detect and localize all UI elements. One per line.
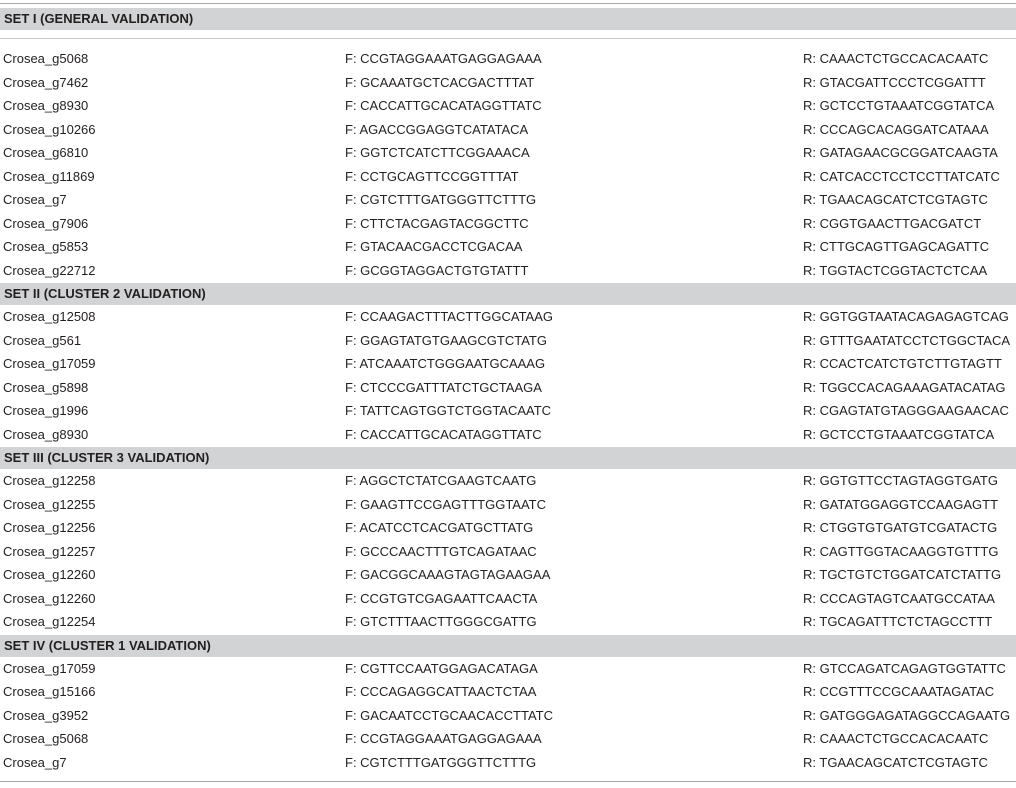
forward-primer-cell: F: GCAAATGCTCACGACTTTAT	[345, 74, 535, 90]
gene-id-cell: Crosea_g12256	[3, 520, 96, 535]
bottom-rule	[0, 781, 1016, 782]
set-header: SET IV (CLUSTER 1 VALIDATION)	[0, 635, 1016, 657]
primer-table	[0, 3, 1016, 788]
gene-id-cell: Crosea_g7906	[3, 215, 89, 231]
primer-set	[0, 8, 1016, 282]
gene-id-cell: Crosea_g7	[3, 192, 67, 207]
gene-id-cell: Crosea_g11869	[3, 168, 95, 184]
reverse-primer-cell: R: GCTCCTGTAAATCGGTATCA	[803, 426, 995, 442]
gene-id-cell: Crosea_g12258	[3, 473, 96, 488]
reverse-primer-cell: R: GTTTGAATATCCTCTGGCTACA	[803, 332, 1011, 348]
primer-set	[0, 283, 1016, 446]
table-row	[0, 516, 1016, 540]
reverse-primer-cell: R: CCCAGTAGTCAATGCCATAA	[803, 590, 995, 606]
gene-id-cell: Crosea_g15166	[3, 684, 96, 699]
table-row	[0, 47, 1016, 71]
reverse-primer-cell: R: GATAGAACGCGGATCAAGTA	[803, 145, 998, 160]
gene-id-cell: Crosea_g5898	[3, 379, 89, 395]
table-row	[0, 94, 1016, 118]
table-row	[0, 540, 1016, 564]
gene-id-cell: Crosea_g7	[3, 754, 67, 770]
forward-primer-cell: F: AGGCTCTATCGAAGTCAATG	[345, 473, 537, 488]
table-row	[0, 188, 1016, 212]
reverse-primer-cell: R: GGTGGTAATACAGAGAGTCAG	[803, 309, 1009, 324]
reverse-primer-cell: R: TGCTGTCTGGATCATCTATTG	[803, 567, 1002, 582]
header-rule	[0, 38, 1016, 39]
reverse-primer-cell: R: CAGTTGGTACAAGGTGTTTG	[803, 543, 999, 559]
forward-primer-cell: F: CCGTAGGAAATGAGGAGAAA	[345, 51, 542, 66]
gene-id-cell: Crosea_g3952	[3, 707, 89, 723]
table-row	[0, 704, 1016, 728]
gene-id-cell: Crosea_g12260	[3, 567, 96, 582]
table-row	[0, 329, 1016, 353]
table-row	[0, 610, 1016, 634]
gene-id-cell: Crosea_g7462	[3, 74, 89, 90]
forward-primer-cell: F: GGTCTCATCTTCGGAAACA	[345, 145, 530, 160]
set-header: SET III (CLUSTER 3 VALIDATION)	[0, 447, 1016, 469]
top-rule	[0, 3, 1016, 4]
forward-primer-cell: F: ATCAAATCTGGGAATGCAAAG	[345, 356, 546, 371]
table-row	[0, 259, 1016, 283]
forward-primer-cell: F: GACGGCAAAGTAGTAGAAGAA	[345, 567, 551, 582]
reverse-primer-cell: R: GATGGGAGATAGGCCAGAATG	[803, 707, 1011, 723]
forward-primer-cell: F: GTACAACGACCTCGACAA	[345, 239, 523, 254]
primer-set	[0, 635, 1016, 775]
reverse-primer-cell: R: GTCCAGATCAGAGTGGTATTC	[803, 660, 1006, 676]
gene-id-cell: Crosea_g17059	[3, 660, 96, 676]
forward-primer-cell: F: GACAATCCTGCAACACCTTATC	[345, 707, 553, 723]
gene-id-cell: Crosea_g8930	[3, 426, 89, 442]
gene-id-cell: Crosea_g10266	[3, 121, 96, 137]
primer-set	[0, 447, 1016, 634]
reverse-primer-cell: R: CAAACTCTGCCACACAATC	[803, 731, 989, 746]
gene-id-cell: Crosea_g5853	[3, 239, 89, 254]
gene-id-cell: Crosea_g12254	[3, 614, 96, 629]
reverse-primer-cell: R: TGAACAGCATCTCGTAGTC	[803, 754, 988, 770]
table-row	[0, 680, 1016, 704]
forward-primer-cell: F: CCTGCAGTTCCGGTTTAT	[345, 168, 519, 184]
forward-primer-cell: F: GGAGTATGTGAAGCGTCTATG	[345, 332, 547, 348]
gene-id-cell: Crosea_g12260	[3, 590, 96, 606]
table-row	[0, 587, 1016, 611]
table-row	[0, 563, 1016, 587]
table-row	[0, 751, 1016, 775]
set-rows	[0, 305, 1016, 446]
forward-primer-cell: F: CCGTGTCGAGAATTCAACTA	[345, 590, 538, 606]
forward-primer-cell: F: CGTCTTTGATGGGTTCTTTG	[345, 192, 537, 207]
table-row	[0, 118, 1016, 142]
table-row	[0, 399, 1016, 423]
forward-primer-cell: F: TATTCAGTGGTCTGGTACAATC	[345, 403, 552, 418]
forward-primer-cell: F: CGTCTTTGATGGGTTCTTTG	[345, 754, 537, 770]
reverse-primer-cell: R: CGAGTATGTAGGGAAGAACAC	[803, 403, 1009, 418]
reverse-primer-cell: R: CTTGCAGTTGAGCAGATTC	[803, 239, 990, 254]
reverse-primer-cell: R: CCCAGCACAGGATCATAAA	[803, 121, 989, 137]
table-row	[0, 727, 1016, 751]
table-row	[0, 212, 1016, 236]
gene-id-cell: Crosea_g22712	[3, 262, 96, 278]
table-row	[0, 469, 1016, 493]
reverse-primer-cell: R: GTACGATTCCCTCGGATTT	[803, 74, 986, 90]
table-row	[0, 352, 1016, 376]
table-row	[0, 165, 1016, 189]
gene-id-cell: Crosea_g5068	[3, 51, 89, 66]
reverse-primer-cell: R: TGCAGATTTCTCTAGCCTTT	[803, 614, 993, 629]
reverse-primer-cell: R: CAAACTCTGCCACACAATC	[803, 51, 989, 66]
table-row	[0, 141, 1016, 165]
gene-id-cell: Crosea_g1996	[3, 403, 89, 418]
reverse-primer-cell: R: GGTGTTCCTAGTAGGTGATG	[803, 473, 998, 488]
reverse-primer-cell: R: CCACTCATCTGTCTTGTAGTT	[803, 356, 1002, 371]
gene-id-cell: Crosea_g17059	[3, 356, 96, 371]
forward-primer-cell: F: ACATCCTCACGATGCTTATG	[345, 520, 534, 535]
forward-primer-cell: F: GAAGTTCCGAGTTTGGTAATC	[345, 496, 547, 512]
forward-primer-cell: F: CACCATTGCACATAGGTTATC	[345, 426, 542, 442]
table-row	[0, 376, 1016, 400]
table-row	[0, 423, 1016, 447]
forward-primer-cell: F: GCGGTAGGACTGTGTATTT	[345, 262, 529, 278]
gene-id-cell: Crosea_g6810	[3, 145, 89, 160]
set-rows	[0, 469, 1016, 634]
reverse-primer-cell: R: TGGTACTCGGTACTCTCAA	[803, 262, 988, 278]
forward-primer-cell: F: AGACCGGAGGTCATATACA	[345, 121, 529, 137]
forward-primer-cell: F: CGTTCCAATGGAGACATAGA	[345, 660, 538, 676]
set-header: SET II (CLUSTER 2 VALIDATION)	[0, 283, 1016, 305]
reverse-primer-cell: R: CATCACCTCCTCCTTATCATC	[803, 168, 1000, 184]
gene-id-cell: Crosea_g12257	[3, 543, 96, 559]
reverse-primer-cell: R: CTGGTGTGATGTCGATACTG	[803, 520, 998, 535]
reverse-primer-cell: R: TGAACAGCATCTCGTAGTC	[803, 192, 988, 207]
forward-primer-cell: F: GTCTTTAACTTGGGCGATTG	[345, 614, 537, 629]
forward-primer-cell: F: CTCCCGATTTATCTGCTAAGA	[345, 379, 542, 395]
table-row	[0, 305, 1016, 329]
gene-id-cell: Crosea_g12255	[3, 496, 96, 512]
forward-primer-cell: F: CCGTAGGAAATGAGGAGAAA	[345, 731, 542, 746]
set-header: SET I (GENERAL VALIDATION)	[0, 8, 1016, 30]
gene-id-cell: Crosea_g5068	[3, 731, 89, 746]
reverse-primer-cell: R: CGGTGAACTTGACGATCT	[803, 215, 982, 231]
forward-primer-cell: F: CCAAGACTTTACTTGGCATAAG	[345, 309, 553, 324]
set-rows	[0, 47, 1016, 282]
table-row	[0, 71, 1016, 95]
reverse-primer-cell: R: CCGTTTCCGCAAATAGATAC	[803, 684, 995, 699]
table-row	[0, 657, 1016, 681]
gene-id-cell: Crosea_g8930	[3, 98, 89, 113]
set-rows	[0, 657, 1016, 775]
forward-primer-cell: F: CCCAGAGGCATTAACTCTAA	[345, 684, 537, 699]
reverse-primer-cell: R: TGGCCACAGAAAGATACATAG	[803, 379, 1006, 395]
reverse-primer-cell: R: GATATGGAGGTCCAAGAGTT	[803, 496, 999, 512]
forward-primer-cell: F: GCCCAACTTTGTCAGATAAC	[345, 543, 537, 559]
gene-id-cell: Crosea_g12508	[3, 309, 96, 324]
table-row	[0, 493, 1016, 517]
forward-primer-cell: F: CACCATTGCACATAGGTTATC	[345, 98, 542, 113]
gene-id-cell: Crosea_g561	[3, 332, 82, 348]
table-row	[0, 235, 1016, 259]
reverse-primer-cell: R: GCTCCTGTAAATCGGTATCA	[803, 98, 995, 113]
forward-primer-cell: F: CTTCTACGAGTACGGCTTC	[345, 215, 529, 231]
